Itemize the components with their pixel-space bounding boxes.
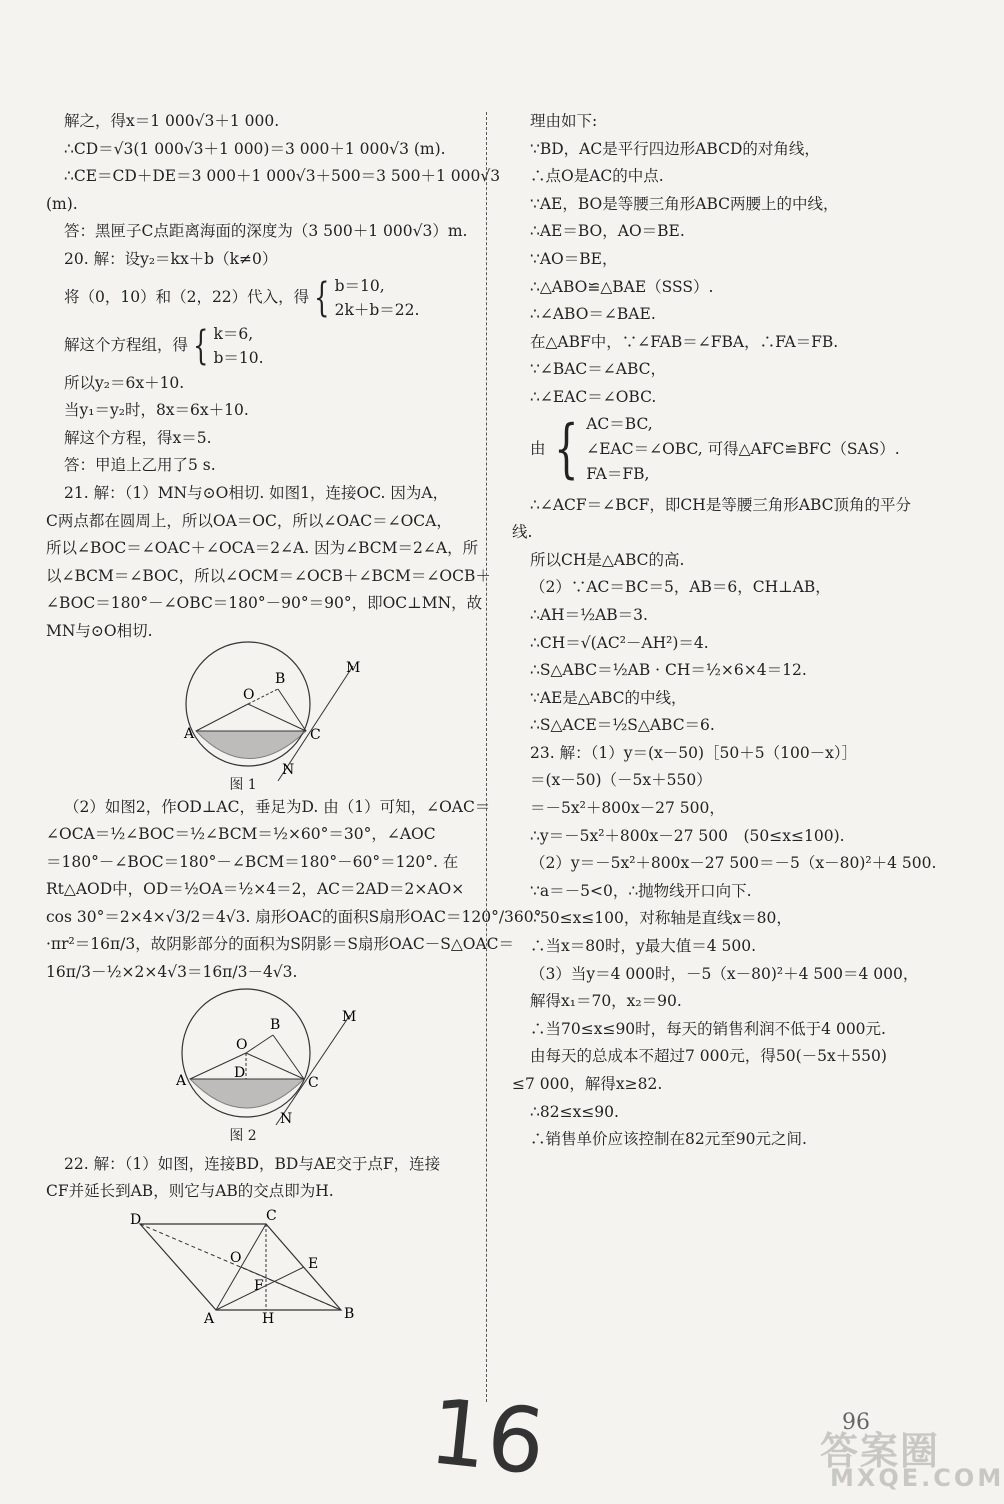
figure-2-circle bbox=[158, 987, 358, 1127]
label-d: D bbox=[130, 1211, 142, 1228]
text-line: ∴CH＝√(AC²－AH²)＝4. bbox=[530, 633, 709, 652]
text-line: ∴当70≤x≤90时，每天的销售利润不低于4 000元. bbox=[530, 1019, 886, 1038]
text-line: ∴82≤x≤90. bbox=[530, 1102, 619, 1121]
text-line: CF并延长到AB，则它与AB的交点即为H. bbox=[46, 1182, 334, 1201]
text-line: 22. 解：（1）如图，连接BD，BD与AE交于点F，连接 bbox=[64, 1154, 441, 1173]
label-c: C bbox=[266, 1207, 277, 1224]
text-line: 答：甲追上乙用了5 s. bbox=[64, 456, 216, 475]
text-line: ·πr²＝16π/3，故阴影部分的面积为S阴影＝S扇形OAC－S△OAC＝ bbox=[46, 935, 515, 954]
figure-1-circle bbox=[158, 646, 361, 778]
text-line: 23. 解：（1）y＝(x－50)［50＋5（100－x）］ bbox=[530, 743, 858, 762]
label-c: C bbox=[310, 726, 321, 743]
segment-ob bbox=[246, 1035, 273, 1053]
tangent-mn bbox=[276, 1015, 350, 1125]
label-b: B bbox=[270, 1016, 281, 1033]
label-m: M bbox=[346, 659, 361, 676]
text-line: ∴∠EAC＝∠OBC. bbox=[530, 387, 657, 406]
right-column bbox=[512, 108, 952, 1154]
label-n: N bbox=[280, 1110, 293, 1127]
text-line: 所以CH是△ABC的高. bbox=[530, 550, 685, 569]
label-a: A bbox=[204, 1310, 215, 1327]
system-eq: AC＝BC, bbox=[586, 414, 653, 433]
brace-icon: { bbox=[193, 322, 209, 369]
label-m: M bbox=[342, 1008, 357, 1025]
label-f: F bbox=[254, 1277, 264, 1294]
text-line: 线. bbox=[512, 523, 533, 542]
system-eq: b＝10, bbox=[334, 276, 385, 295]
text-line: ∴CD＝√3(1 000√3＋1 000)＝3 000＋1 000√3 (m). bbox=[64, 139, 446, 158]
text-line: ∠BOC＝180°－∠OBC＝180°－90°＝90°，即OC⊥MN，故 bbox=[46, 594, 483, 613]
label-o: O bbox=[230, 1249, 242, 1266]
text-line: 16π/3－½×2×4√3＝16π/3－4√3. bbox=[46, 963, 298, 982]
text-line: ∵AO＝BE， bbox=[530, 249, 618, 268]
label-b: B bbox=[344, 1305, 355, 1322]
text-line: 由每天的总成本不超过7 000元，得50(－5x＋550) bbox=[530, 1047, 887, 1066]
text-line: ∠OCA＝½∠BOC＝½∠BCM＝½×60°＝30°，∠AOC bbox=[46, 825, 436, 844]
text-line: cos 30°＝2×4×√3/2＝4√3. 扇形OAC的面积S扇形OAC＝120°/360° bbox=[46, 907, 542, 926]
text-line: C两点都在圆周上，所以OA＝OC，所以∠OAC＝∠OCA， bbox=[46, 511, 452, 530]
text-line: ∵∠BAC＝∠ABC， bbox=[530, 360, 667, 379]
figure-1-caption: 图 1 bbox=[229, 776, 257, 793]
text-line: （2）y＝－5x²＋800x－27 500＝－5（x－80)²＋4 500. bbox=[530, 854, 937, 873]
system-eq: ∠EAC＝∠OBC, 可得△AFC≌BFC（SAS）. bbox=[586, 439, 900, 458]
text-line: ∴△ABO≌△BAE（SSS）. bbox=[530, 277, 714, 296]
text-line: ≤7 000，解得x≥82. bbox=[512, 1075, 663, 1093]
system-prefix: 将（0，10）和（2，22）代入，得 bbox=[64, 287, 310, 306]
text-line: 在△ABF中，∵∠FAB＝∠FBA，∴FA＝FB. bbox=[530, 332, 839, 351]
text-line: ∵AE，BO是等腰三角形ABC两腰上的中线， bbox=[530, 194, 839, 213]
text-line: ＝(x－50)（－5x＋550） bbox=[530, 771, 712, 790]
system-prefix: 解这个方程组，得 bbox=[64, 335, 189, 354]
brace-icon: { bbox=[314, 274, 330, 321]
watermark-top: 答案圈 bbox=[820, 1429, 941, 1473]
label-o: O bbox=[236, 1036, 248, 1053]
watermark-bottom: MXQE.COM bbox=[830, 1464, 1004, 1492]
text-line: 解得x₁＝70，x₂＝90. bbox=[530, 992, 682, 1011]
equation-system bbox=[512, 412, 952, 492]
label-e: E bbox=[308, 1255, 319, 1272]
equation-system bbox=[46, 274, 470, 322]
text-line: ∴销售单价应该控制在82元至90元之间. bbox=[530, 1130, 807, 1149]
label-a: A bbox=[184, 725, 195, 742]
label-b: B bbox=[275, 670, 286, 687]
equation-system bbox=[46, 322, 470, 370]
text-line: ∵BD，AC是平行四边形ABCD的对角线， bbox=[530, 139, 820, 158]
text-line: ∴AE＝BO，AO＝BE. bbox=[530, 222, 685, 241]
system-prefix: 由 bbox=[530, 439, 546, 458]
text-line: ∵AE是△ABC的中线， bbox=[530, 688, 687, 707]
brace-icon: { bbox=[553, 412, 579, 487]
text-line: 解之，得x＝1 000√3＋1 000. bbox=[64, 112, 280, 130]
figure-3-parallelogram bbox=[126, 1207, 366, 1327]
label-o: O bbox=[243, 686, 255, 703]
label-c: C bbox=[308, 1074, 319, 1091]
label-d: D bbox=[234, 1064, 246, 1081]
text-line: ∵50≤x≤100，对称轴是直线x＝80， bbox=[530, 909, 792, 928]
system-eq: k＝6, bbox=[213, 324, 254, 343]
system-eq: b＝10. bbox=[213, 348, 264, 367]
text-line: ∴点O是AC的中点. bbox=[530, 167, 664, 186]
text-line: 答：黑匣子C点距离海面的深度为（3 500＋1 000√3）m. bbox=[64, 222, 468, 241]
column-divider bbox=[486, 112, 487, 1402]
figure-2-caption: 图 2 bbox=[229, 1127, 257, 1144]
text-line: MN与⊙O相切. bbox=[46, 621, 153, 640]
segment-oa bbox=[196, 704, 248, 731]
system-eq: FA＝FB, bbox=[586, 464, 650, 483]
text-line: ＝180°－∠BOC＝180°－∠BCM＝180°－60°＝120°. 在 bbox=[46, 852, 459, 871]
text-line: ∴∠ACF＝∠BCF，即CH是等腰三角形ABC顶角的平分 bbox=[530, 495, 912, 514]
text-line: 理由如下: bbox=[530, 112, 598, 130]
text-line: （3）当y＝4 000时，－5（x－80)²＋4 500＝4 000， bbox=[530, 964, 919, 983]
text-line: ∴y＝－5x²＋800x－27 500 (50≤x≤100). bbox=[530, 826, 845, 845]
text-line: 20. 解：设y₂＝kx＋b（k≠0） bbox=[64, 249, 278, 268]
text-line: 21. 解：（1）MN与⊙O相切. 如图1，连接OC. 因为A， bbox=[64, 483, 449, 502]
text-line: Rt△AOD中，OD＝½OA＝½×4＝2，AC＝2AD＝2×AO× bbox=[46, 880, 465, 899]
text-line: 所以y₂＝6x＋10. bbox=[64, 373, 185, 392]
text-line: ∴CE＝CD＋DE＝3 000＋1 000√3＋500＝3 500＋1 000√3 bbox=[64, 167, 501, 186]
text-line: ∴∠ABO＝∠BAE. bbox=[530, 305, 656, 324]
label-n: N bbox=[282, 761, 295, 778]
text-line: ∴当x＝80时，y最大值＝4 500. bbox=[530, 937, 757, 956]
text-line: (m). bbox=[46, 194, 78, 213]
page-number: 96 bbox=[842, 1410, 870, 1435]
text-line: ∵a＝－5<0，∴抛物线开口向下. bbox=[530, 881, 752, 900]
text-line: ∴S△ABC＝½AB · CH＝½×6×4＝12. bbox=[530, 661, 807, 680]
text-line: ＝－5x²＋800x－27 500， bbox=[530, 799, 725, 818]
text-line: 以∠BCM＝∠BOC，所以∠OCM＝∠OCB＋∠BCM＝∠OCB＋ bbox=[46, 566, 491, 585]
text-line: 当y₁＝y₂时，8x＝6x＋10. bbox=[64, 401, 249, 420]
text-line: （2）∵AC＝BC＝5，AB＝6，CH⊥AB， bbox=[530, 578, 831, 597]
label-a: A bbox=[176, 1072, 187, 1089]
text-line: ∴S△ACE＝½S△ABC＝6. bbox=[530, 716, 715, 735]
left-column bbox=[46, 108, 542, 1327]
text-line: 所以∠BOC＝∠OAC＋∠OCA＝2∠A. 因为∠BCM＝2∠A，所 bbox=[46, 539, 479, 558]
system-eq: 2k＋b＝22. bbox=[334, 300, 420, 319]
handwritten-mark: 16 bbox=[424, 1379, 550, 1496]
label-h: H bbox=[262, 1310, 275, 1327]
text-line: 解这个方程，得x＝5. bbox=[64, 428, 212, 447]
text-line: （2）如图2，作OD⊥AC，垂足为D. 由（1）可知，∠OAC＝ bbox=[64, 797, 491, 816]
text-line: ∴AH＝½AB＝3. bbox=[530, 605, 648, 624]
watermark bbox=[820, 1420, 1004, 1492]
